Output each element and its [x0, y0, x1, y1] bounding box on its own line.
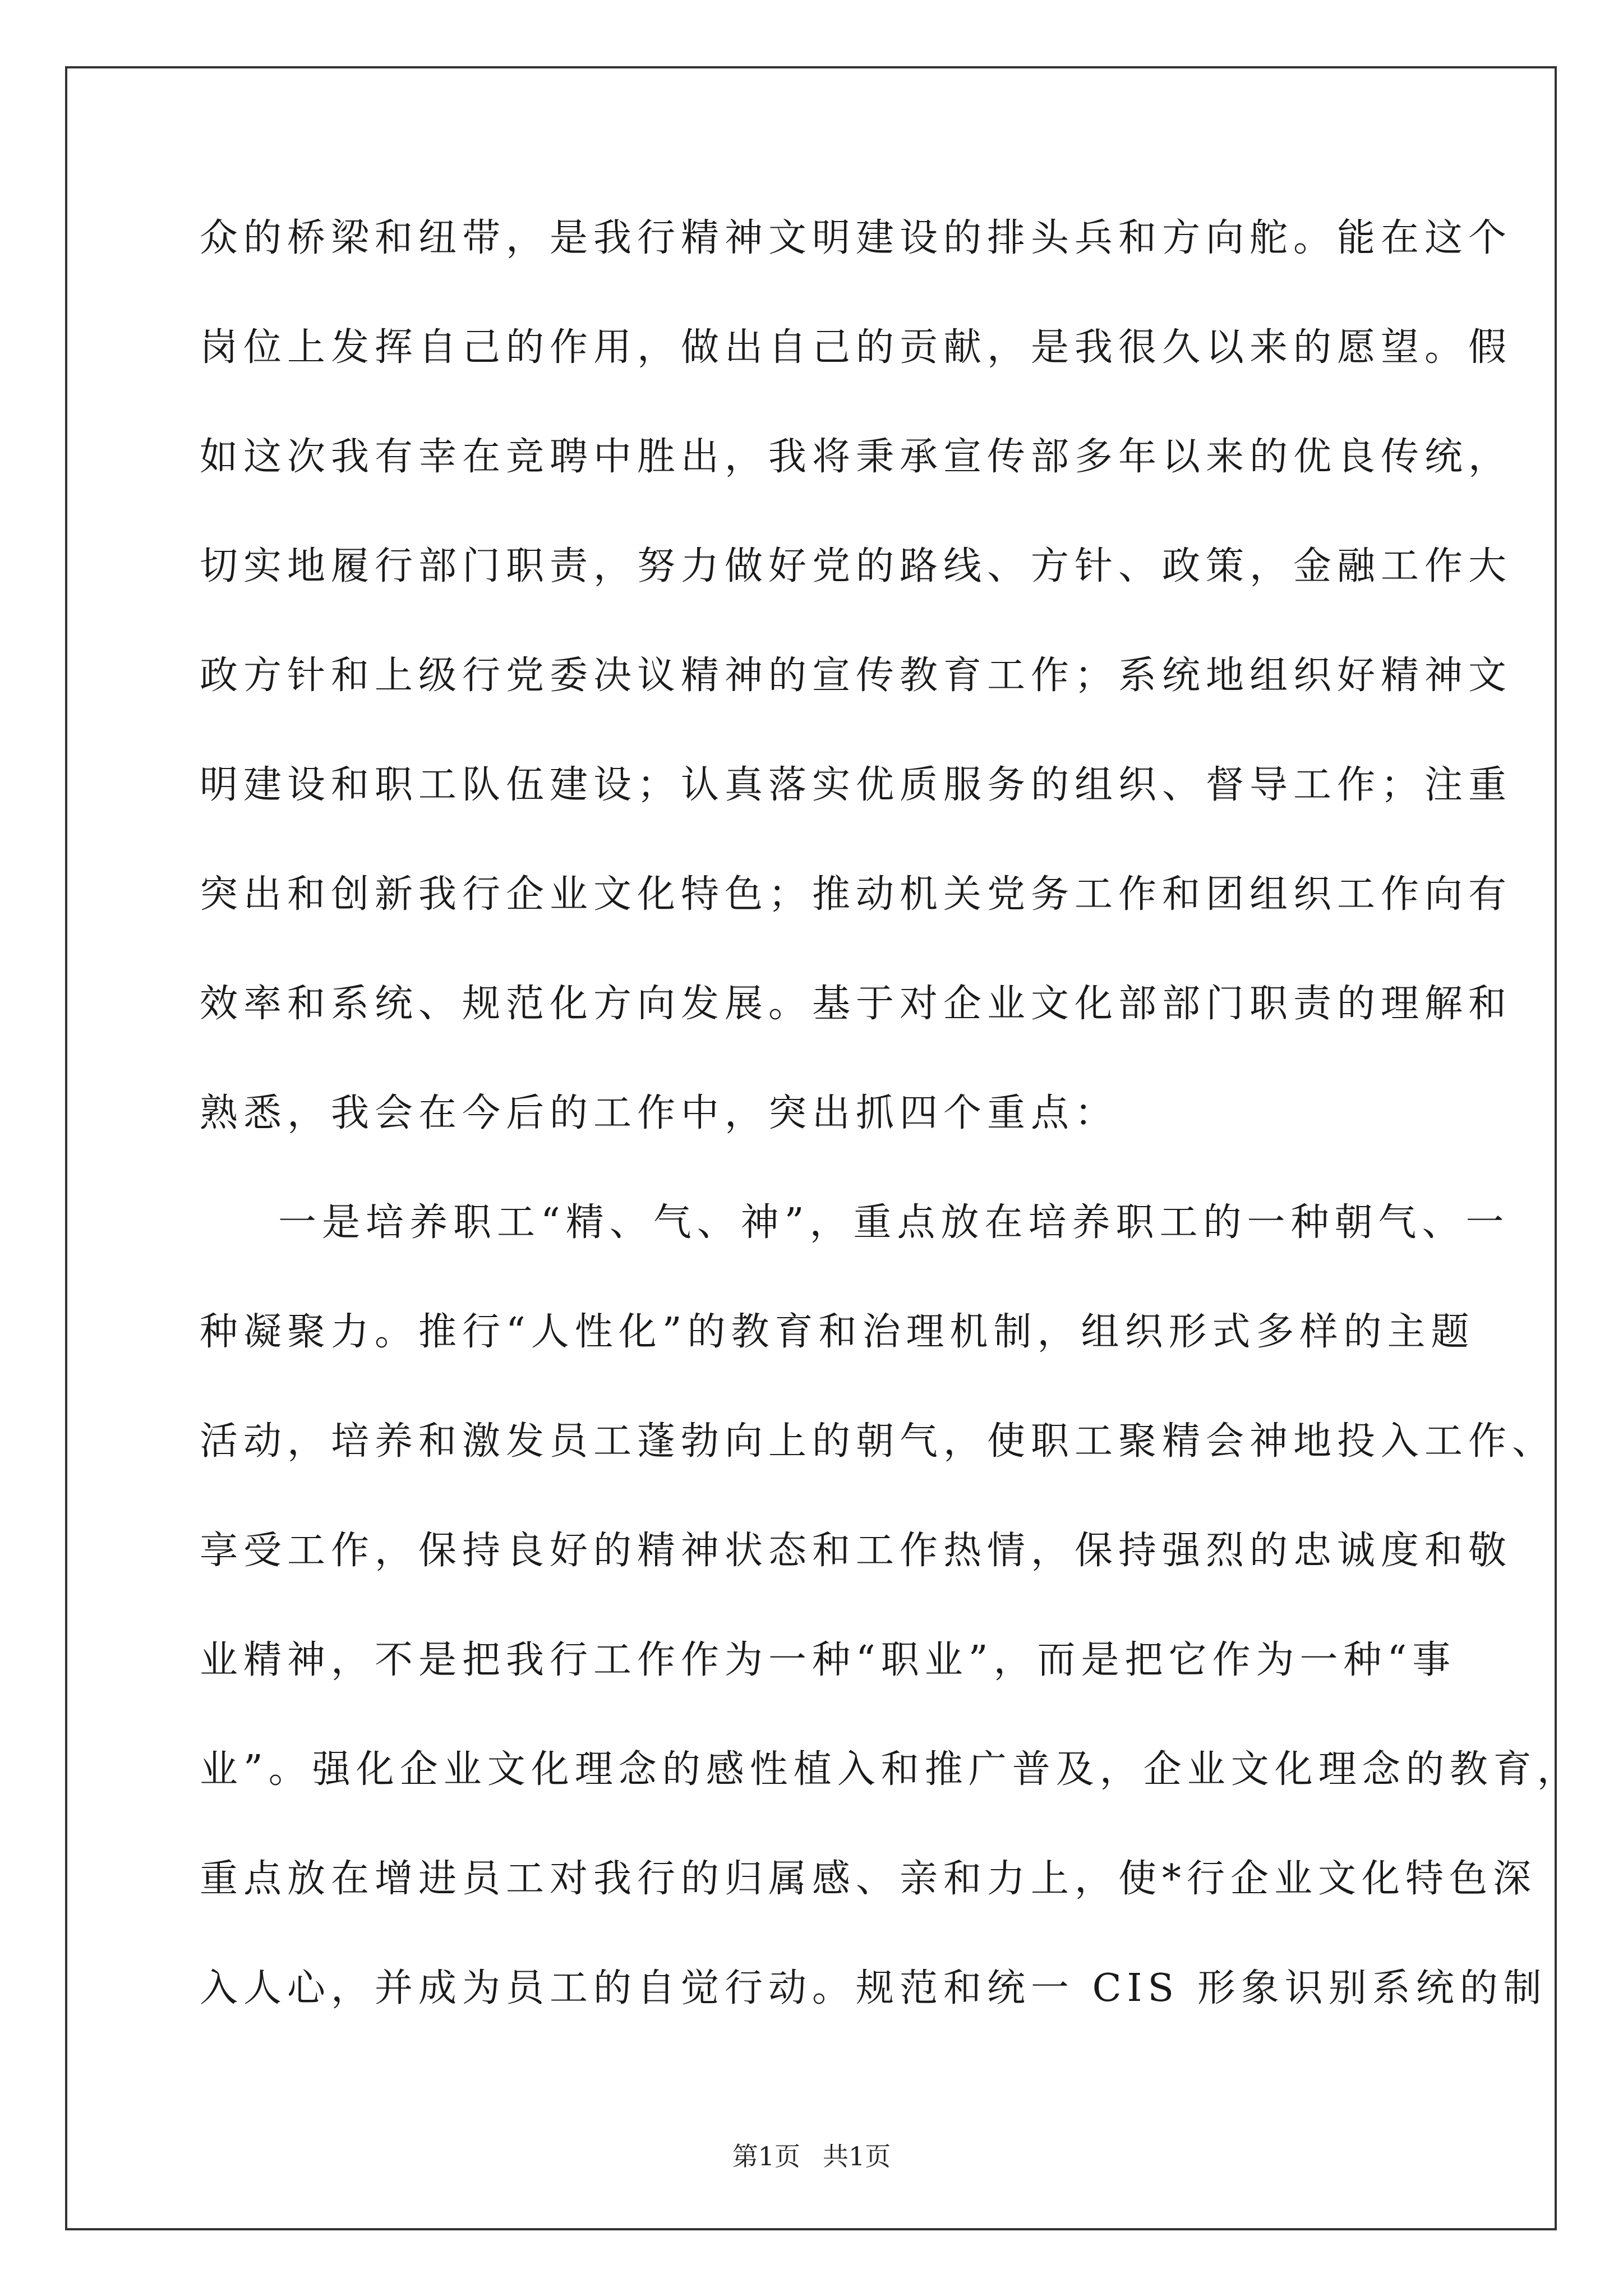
page-footer — [0, 2136, 1623, 2173]
text-line: 切实地履行部门职责，努力做好党的路线、方针、政策，金融工作大 — [200, 544, 1513, 588]
text-line: 如这次我有幸在竞聘中胜出，我将秉承宣传部多年以来的优良传统， — [200, 435, 1513, 479]
text-line: 众的桥梁和纽带，是我行精神文明建设的排头兵和方向舵。能在这个 — [200, 216, 1513, 260]
text-line: 明建设和职工队伍建设；认真落实优质服务的组织、督导工作；注重 — [200, 763, 1513, 807]
paragraph-start-line: 一是培养职工“精、气、神”，重点放在培养职工的一种朝气、一 — [278, 1200, 1510, 1245]
text-line: 入人心，并成为员工的自觉行动。规范和统一 CIS 形象识别系统的制 — [200, 1966, 1547, 2010]
text-line: 岗位上发挥自己的作用，做出自己的贡献，是我很久以来的愿望。假 — [200, 325, 1513, 370]
text-line: 业精神，不是把我行工作作为一种“职业”，而是把它作为一种“事 — [200, 1638, 1456, 1682]
text-line: 活动，培养和激发员工蓬勃向上的朝气，使职工聚精会神地投入工作、 — [200, 1419, 1556, 1464]
text-line: 重点放在增进员工对我行的归属感、亲和力上，使*行企业文化特色深 — [200, 1857, 1537, 1901]
text-line: 突出和创新我行企业文化特色；推动机关党务工作和团组织工作向有 — [200, 872, 1513, 917]
text-line: 种凝聚力。推行“人性化”的教育和治理机制，组织形式多样的主题 — [200, 1310, 1475, 1354]
text-line: 政方针和上级行党委决议精神的宣传教育工作；系统地组织好精神文 — [200, 654, 1513, 698]
text-line: 享受工作，保持良好的精神状态和工作热情，保持强烈的忠诚度和敬 — [200, 1529, 1513, 1573]
text-line: 效率和系统、规范化方向发展。基于对企业文化部部门职责的理解和 — [200, 982, 1513, 1026]
page-total: 共1页 — [823, 2141, 891, 2171]
page-number: 第1页 — [732, 2141, 800, 2171]
text-line: 熟悉，我会在今后的工作中，突出抓四个重点： — [200, 1091, 1119, 1135]
text-line: 业”。强化企业文化理念的感性植入和推广普及，企业文化理念的教育， — [200, 1747, 1581, 1792]
document-body — [200, 208, 1581, 2067]
